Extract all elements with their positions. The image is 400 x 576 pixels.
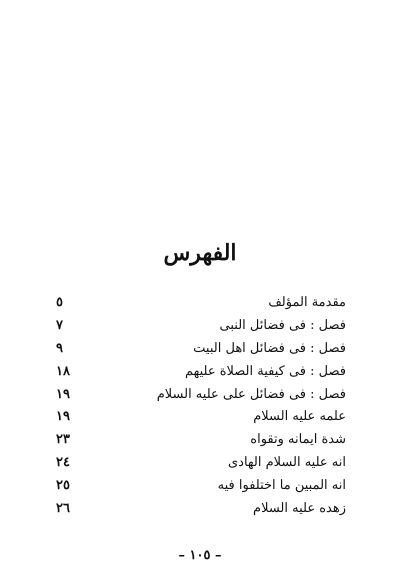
- toc-entry: [56, 292, 346, 315]
- page-number-footer: – ١٠٥ –: [178, 548, 222, 563]
- toc-entry-label: زهده عليه السلام: [253, 501, 346, 517]
- toc-page-number: ٩: [56, 340, 63, 356]
- toc-entry: [56, 429, 346, 452]
- toc-entry: [56, 384, 346, 407]
- toc-entry: [56, 498, 346, 521]
- toc-page-number: ١٨: [56, 363, 70, 379]
- toc-page-number: ٢٤: [56, 455, 70, 471]
- toc-entry-label: مقدمة المؤلف: [268, 295, 346, 310]
- toc-page-number: ٥: [56, 295, 63, 310]
- toc-entry: [56, 452, 346, 475]
- toc-entry: [56, 338, 346, 361]
- toc-entry-label: علمه عليه السلام: [253, 409, 346, 425]
- toc-entry-label: فصل : فى فضائل على عليه السلام: [156, 386, 346, 402]
- toc-entry-label: فصل : فى فضائل اهل البيت: [193, 340, 346, 356]
- toc-entry: [56, 475, 346, 498]
- toc-page-number: ٢٥: [56, 478, 70, 494]
- toc-entry-label: فصل : فى فضائل النبى: [219, 317, 346, 333]
- toc-entry: [56, 406, 346, 429]
- toc-entry-label: انه عليه السلام الهادى: [227, 455, 346, 471]
- toc-entry: [56, 315, 346, 338]
- toc-page-number: ٧: [56, 317, 63, 333]
- toc-entry-label: انه المبين ما اختلفوا فيه: [217, 478, 346, 494]
- toc-entry: [56, 361, 346, 384]
- table-of-contents: [56, 292, 346, 521]
- toc-page-number: ١٩: [56, 386, 70, 402]
- toc-entry-label: شدة ايمانه وتقواه: [250, 432, 346, 448]
- toc-page-number: ٢٦: [56, 501, 70, 517]
- toc-entry-label: فصل : فى كيفية الصلاة عليهم: [184, 363, 346, 379]
- toc-page-number: ٢٣: [56, 432, 70, 448]
- page-title: الفهرس: [163, 240, 237, 266]
- toc-page-number: ١٩: [56, 409, 70, 425]
